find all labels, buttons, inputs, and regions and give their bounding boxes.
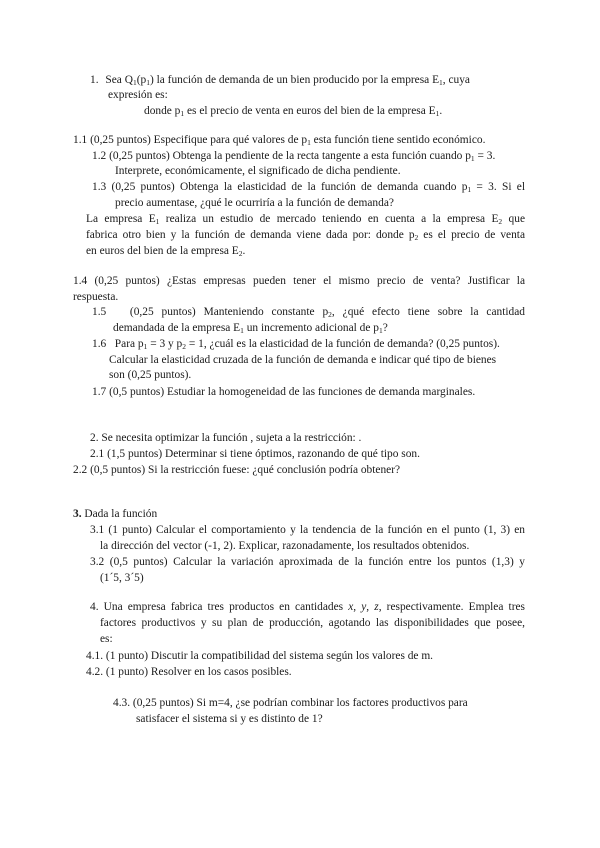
q4-intro: 4. Una empresa fabrica tres productos en cantidades x, y, z, respectivamente. Emplea tres: [90, 601, 525, 613]
q4-sub2: 4.2. (1 punto) Resolver en los casos posibles.: [86, 666, 292, 678]
q1-sub2-line2: Interprete, económicamente, el significado de dicha pendiente.: [115, 165, 401, 177]
q1-sub5: 1.5 (0,25 puntos) Manteniendo constante $p_2$, ¿qué efecto tiene sobre la cantidad: [92, 306, 525, 319]
q3-sub1-line2: la dirección del vector (-1, 2). Explicar, razonadamente, los resultados obtenidos.: [100, 540, 470, 552]
q4-sub1: 4.1. (1 punto) Discutir la compatibilidad del sistema según los valores de m.: [86, 650, 434, 662]
q1-sub1: 1.1 (0,25 puntos) Especifique para qué valores de $p_1$ esta función tiene sentido económico.: [73, 134, 486, 147]
q1-sub4-line2: respuesta.: [73, 291, 119, 303]
q3-intro: 3. Dada la función: [73, 508, 158, 520]
q1-sub2: 1.2 (0,25 puntos) Obtenga la pendiente de la recta tangente a esta función cuando $p_1 = 3$.: [92, 150, 496, 163]
q1-sub6-line2: Calcular la elasticidad cruzada de la función de demanda e indicar qué tipo de bienes: [109, 354, 497, 366]
q1-sub5-line2: demandada de la empresa $E_1$ un incremento adicional de $p_1$?: [113, 322, 388, 335]
q3-sub2: 3.2 (0,5 puntos) Calcular la variación aproximada de la función entre los puntos (1,3) y: [90, 556, 525, 568]
q1-e2-line2: fabrica otro bien y la función de demanda viene dada por: donde $p_2$ es el precio de venta: [86, 229, 526, 242]
q4-sub3-line2: satisfacer el sistema si y es distinto de 1?: [136, 713, 323, 725]
q1-donde-line: donde $p_1$ es el precio de venta en euros del bien de la empresa $E_1$.: [144, 105, 443, 118]
q3-sub2-line2: (1´5, 3´5): [100, 572, 144, 584]
q3-sub1: 3.1 (1 punto) Calcular el comportamiento y la tendencia de la función en el punto (1, 3) en: [90, 524, 525, 536]
q1-intro-line2: expresión es:: [108, 89, 168, 101]
q2-sub2: 2.2 (0,5 puntos) Si la restricción fuese: ¿qué conclusión podría obtener?: [73, 464, 401, 476]
q1-e2-line3: en euros del bien de la empresa $E_2$.: [86, 245, 246, 258]
q4-sub3: 4.3. (0,25 puntos) Si m=4, ¿se podrían combinar los factores productivos para: [113, 697, 468, 709]
q1-sub4: 1.4 (0,25 puntos) ¿Estas empresas pueden tener el mismo precio de venta? Justificar la: [73, 275, 525, 287]
q1-sub3: 1.3 (0,25 puntos) Obtenga la elasticidad de la función de demanda cuando $p_1 = 3$. Si el: [92, 181, 525, 194]
q2-intro: 2. Se necesita optimizar la función , sujeta a la restricción: .: [90, 432, 362, 444]
q1-number: 1.: [90, 74, 99, 86]
q3-number: 3.: [73, 508, 82, 520]
q1-sub6: 1.6 Para $p_1 = 3$ y $p_2 = 1$, ¿cuál es la elasticidad de la función de demanda? (0,25 puntos).: [92, 338, 500, 351]
q2-sub1: 2.1 (1,5 puntos) Determinar si tiene óptimos, razonando de qué tipo son.: [90, 448, 420, 460]
q4-intro-line2: factores productivos y su plan de producción, agotando las disponibilidades que posee,: [100, 617, 525, 629]
q1-sub6-line3: son (0,25 puntos).: [109, 369, 192, 381]
q1-intro-line: 1. Sea $Q_1(p_1)$ la función de demanda de un bien producido por la empresa $E_1$, cuya: [90, 74, 470, 87]
q1-sub7: 1.7 (0,5 puntos) Estudiar la homogeneidad de las funciones de demanda marginales.: [92, 386, 476, 398]
q1-e2-line1: La empresa $E_1$ realiza un estudio de mercado teniendo en cuenta a la empresa $E_2$ que: [86, 213, 525, 226]
q1-sub3-line2: precio aumentase, ¿qué le ocurriría a la función de demanda?: [115, 197, 394, 209]
q4-intro-line3: es:: [100, 633, 113, 645]
